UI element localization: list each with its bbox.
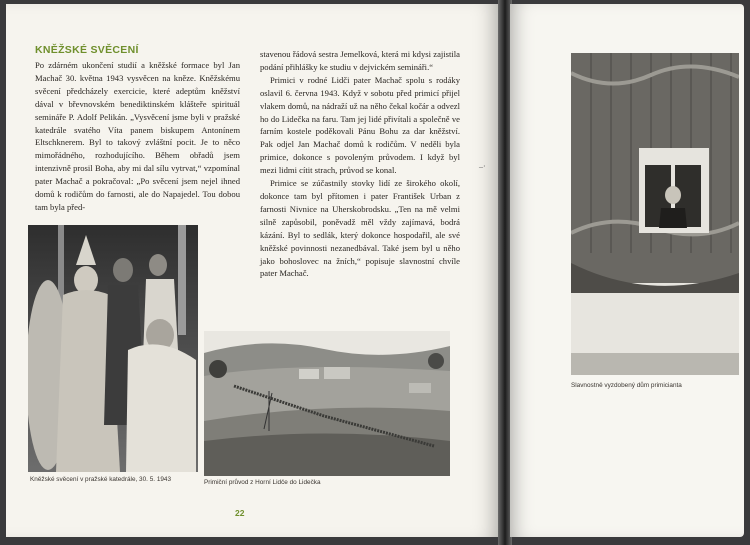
decorated-house-photo [571,53,739,375]
text-column-a [35,59,240,214]
paragraph: Primici v rodné Lidči pater Machač spolu s rodáky oslavil 6. června 1943. Když v sobotu před primicí přijel vlakem domů, na nádraží už na něho čekal kočár a odvezl ho do Lidečka na faru. Tam jej lidé přivítali a společně ve farním kostele poděkovali Pánu Bohu za dar kněžství. Pak odjel Jan Machač domů k rodičům. V neděli byla primice, dokonce s povoleným průvodem. I když byl mezi lidmi cítit strach, průvod se konal. [260,74,460,176]
section-title: KNĚŽSKÉ SVĚCENÍ [35,44,139,56]
paragraph: stavenou řádová sestra Jemelková, která mi kdysi zajistila podání přihlášky ke studiu v dejvickém semináři.“ [260,49,460,72]
text-column-b [260,48,460,280]
ordination-photo [28,225,198,472]
page-number: 22 [235,508,245,518]
procession-photo [204,331,450,476]
paragraph: Primice se zúčastnily stovky lidí ze širokého okolí, dokonce tam byl přítomen i pater František Urban z farnosti Nivnice na Uherskobrodsku. „Ten na mě velmi silně zapůsobil, poněvadž měl vždy zajímavá, bodrá kázání. Byl to sedlák, který dokonce hospodařil, ale své kněžské povinnosti nezanedbával. Také jsem byl u něho jako bohoslovec na žních,“ popisuje slavnostní chvíle pater Machač. [260,178,460,279]
photo-caption: Primiční průvod z Horní Lidče do Lidečka [204,479,321,486]
margin-mark: –· [479,162,486,171]
paragraph: Po zdárném ukončení studií a kněžské formace byl Jan Machač 30. května 1943 vysvěcen na kněze. Kněžskému svěcení předcházely exercicie, které adeptům kněžství dával v břevnovském benediktinském klášteře spirituál semináře P. Adolf Pelikán. „Vysvěcení jsme byli v pražské katedrále svatého Víta panem biskupem Antonínem Eltschknerem. Byl to takový zvláštní pocit. Je to něco mimořádného, rozhodujícího. Během obřadů jsem intenzivně prosil Boha, aby mi dal sílu vytrvat,“ vzpomínal pater Machač a pokračoval: „Po svěcení jsem nejel ihned domů k rodičům do farnosti, ale do Napajedel. Tou dobou tam byla před- [35,60,240,212]
photo-caption: Kněžské svěcení v pražské katedrále, 30. 5. 1943 [30,476,172,483]
left-page [6,4,500,537]
photo-caption: Slavnostně vyzdobený dům primicianta [571,382,682,389]
right-page [510,4,744,537]
